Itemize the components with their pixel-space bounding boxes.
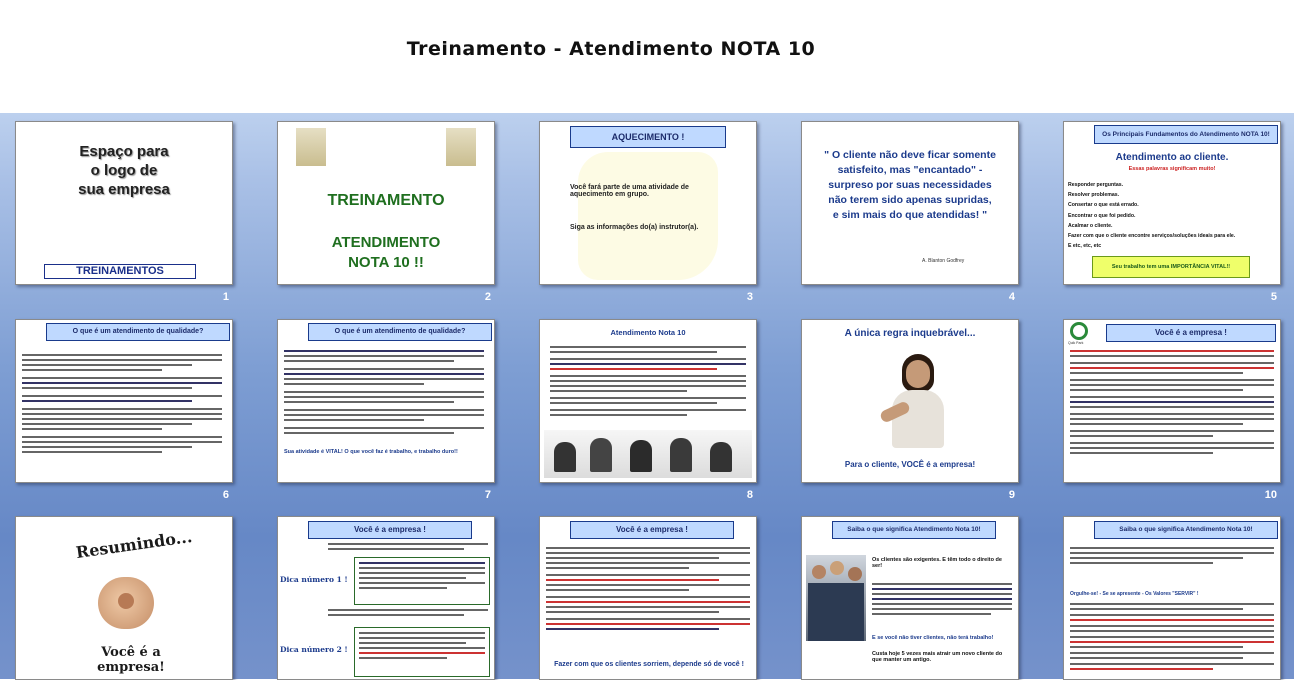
- tip-label-2: Dica número 2 !: [280, 645, 348, 654]
- bullet-list: [1068, 180, 1278, 251]
- body-text: [1070, 547, 1274, 567]
- quik-park-logo: [1068, 322, 1090, 344]
- slide-number: 9: [1008, 489, 1015, 501]
- team-photo: [806, 555, 866, 641]
- slide-thumbnail-13[interactable]: [539, 516, 757, 680]
- slide-text-2: Siga as informações do(a) instrutor(a).: [570, 224, 699, 231]
- slide-thumbnail-12[interactable]: [277, 516, 495, 680]
- body-text: [22, 354, 222, 456]
- slide-thumbnail-11[interactable]: [15, 516, 233, 680]
- slide-text-1: Os clientes são exigentes. E têm todo o direito de ser!: [872, 557, 1002, 569]
- slide-thumbnail-5[interactable]: [1063, 121, 1281, 285]
- body-text: [872, 583, 1012, 618]
- slide-line-1: TREINAMENTO: [327, 192, 445, 209]
- slide-text-2: E se você não tiver clientes, não terá trabalho!: [872, 635, 994, 641]
- slide-header: AQUECIMENTO !: [570, 126, 726, 148]
- window-title: Treinamento - Atendimento NOTA 10: [406, 38, 816, 60]
- slide-number: 10: [1264, 489, 1277, 501]
- slide-line-2: ATENDIMENTO: [331, 234, 441, 251]
- slide-thumbnail-3[interactable]: [539, 121, 757, 285]
- slide-thumbnail-8[interactable]: [539, 319, 757, 483]
- slide-header: Você é a empresa !: [1106, 324, 1276, 342]
- bullet-item: Resolver problemas.: [1068, 192, 1120, 199]
- people-image: [296, 128, 326, 166]
- slide-footer: Você é a empresa!: [97, 645, 165, 675]
- slide-quote: " O cliente não deve ficar somente satisfeito, mas "encantado" - surpreso por suas necessidades não terem sido apenas supridas, e sim mais do que atendidas! ": [824, 149, 996, 221]
- slide-number: 7: [484, 489, 491, 501]
- slide-thumbnail-2[interactable]: [277, 121, 495, 285]
- tip-box-1: [354, 557, 490, 605]
- body-text: [1070, 603, 1274, 673]
- slide-header: Saiba o que significa Atendimento Nota 10!: [832, 521, 996, 539]
- slide-footer: Para o cliente, VOCÊ é a empresa!: [844, 460, 976, 469]
- slide-thumbnail-4[interactable]: [801, 121, 1019, 285]
- tip-label-1: Dica número 1 !: [280, 575, 348, 584]
- slide-title: Resumindo...: [74, 526, 194, 563]
- slide-thumbnail-6[interactable]: [15, 319, 233, 483]
- body-text: [284, 350, 484, 437]
- slide-footer: Sua atividade é VITAL! O que você faz é trabalho, e trabalho duro!!: [284, 449, 458, 455]
- slide-number: 8: [746, 489, 753, 501]
- slide-number: 3: [746, 291, 753, 303]
- slide-header: Os Principais Fundamentos do Atendimento NOTA 10!: [1094, 125, 1278, 144]
- slide-subtitle: TREINAMENTOS: [44, 264, 196, 279]
- slide-header: Saiba o que significa Atendimento Nota 10!: [1094, 521, 1278, 539]
- slide-header: Você é a empresa !: [570, 521, 734, 539]
- slide-thumbnail-10[interactable]: [1063, 319, 1281, 483]
- bullet-item: Responder perguntas.: [1068, 182, 1124, 188]
- slide-number: 1: [222, 291, 229, 303]
- body-text: [1070, 350, 1274, 457]
- slide-subtitle: Essas palavras significam muito!: [1128, 166, 1216, 172]
- slide-title: Atendimento ao cliente.: [1115, 152, 1229, 163]
- slide-title: Espaço para o logo de sua empresa: [78, 143, 170, 198]
- body-text: [328, 543, 488, 553]
- tip-box-2: [354, 627, 490, 677]
- slide-text-1: Você fará parte de uma atividade de aquecimento em grupo.: [570, 184, 689, 198]
- bullet-item: Fazer com que o cliente encontre serviços/soluções ideais para ele.: [1068, 233, 1236, 240]
- slide-thumbnail-15[interactable]: [1063, 516, 1281, 680]
- slide-line-3: NOTA 10 !!: [348, 254, 424, 271]
- slide-text-3: Custa hoje 5 vezes mais atrair um novo cliente do que manter um antigo.: [872, 651, 1003, 663]
- slide-sorter: [0, 113, 1294, 679]
- slide-footer: Fazer com que os clientes sorriem, depende só de você !: [554, 661, 744, 668]
- slide-number: 6: [222, 489, 229, 501]
- slide-thumbnail-1[interactable]: [15, 121, 233, 285]
- logo-text: Quik Park: [1068, 341, 1084, 345]
- bullet-item: Encontrar o que foi pedido.: [1068, 212, 1136, 219]
- slide-number: 4: [1008, 291, 1015, 303]
- slide-subheader: Orgulhe-se! - Se se apresente - Os Valores "SERVIR" !: [1070, 591, 1199, 597]
- slide-thumbnail-14[interactable]: [801, 516, 1019, 680]
- slide-header: O que é um atendimento de qualidade?: [46, 323, 230, 341]
- people-image: [446, 128, 476, 166]
- bullet-item: Acalmar o cliente.: [1068, 222, 1113, 229]
- slide-number: 5: [1270, 291, 1277, 303]
- slide-thumbnail-9[interactable]: [801, 319, 1019, 483]
- slide-title: A única regra inquebrável...: [844, 328, 976, 339]
- woman-pointing-image: [878, 350, 950, 450]
- slide-header: Você é a empresa !: [308, 521, 472, 539]
- slide-header: O que é um atendimento de qualidade?: [308, 323, 492, 341]
- body-text: [550, 346, 746, 419]
- body-text: [546, 547, 750, 633]
- title-bar: [0, 0, 1294, 113]
- slide-thumbnail-7[interactable]: [277, 319, 495, 483]
- bullet-item: E etc, etc, etc: [1068, 243, 1102, 250]
- pointing-hand-image: [90, 567, 164, 637]
- bullet-item: Consertar o que está errado.: [1068, 202, 1139, 209]
- map-image: [578, 152, 718, 280]
- slide-footer: Seu trabalho tem uma IMPORTÂNCIA VITAL!!: [1092, 256, 1250, 278]
- slide-author: A. Blanton Godfrey: [922, 258, 965, 264]
- body-text: [328, 609, 488, 619]
- clapping-people-image: [544, 430, 752, 478]
- slide-title: Atendimento Nota 10: [610, 328, 686, 337]
- slide-number: 2: [484, 291, 491, 303]
